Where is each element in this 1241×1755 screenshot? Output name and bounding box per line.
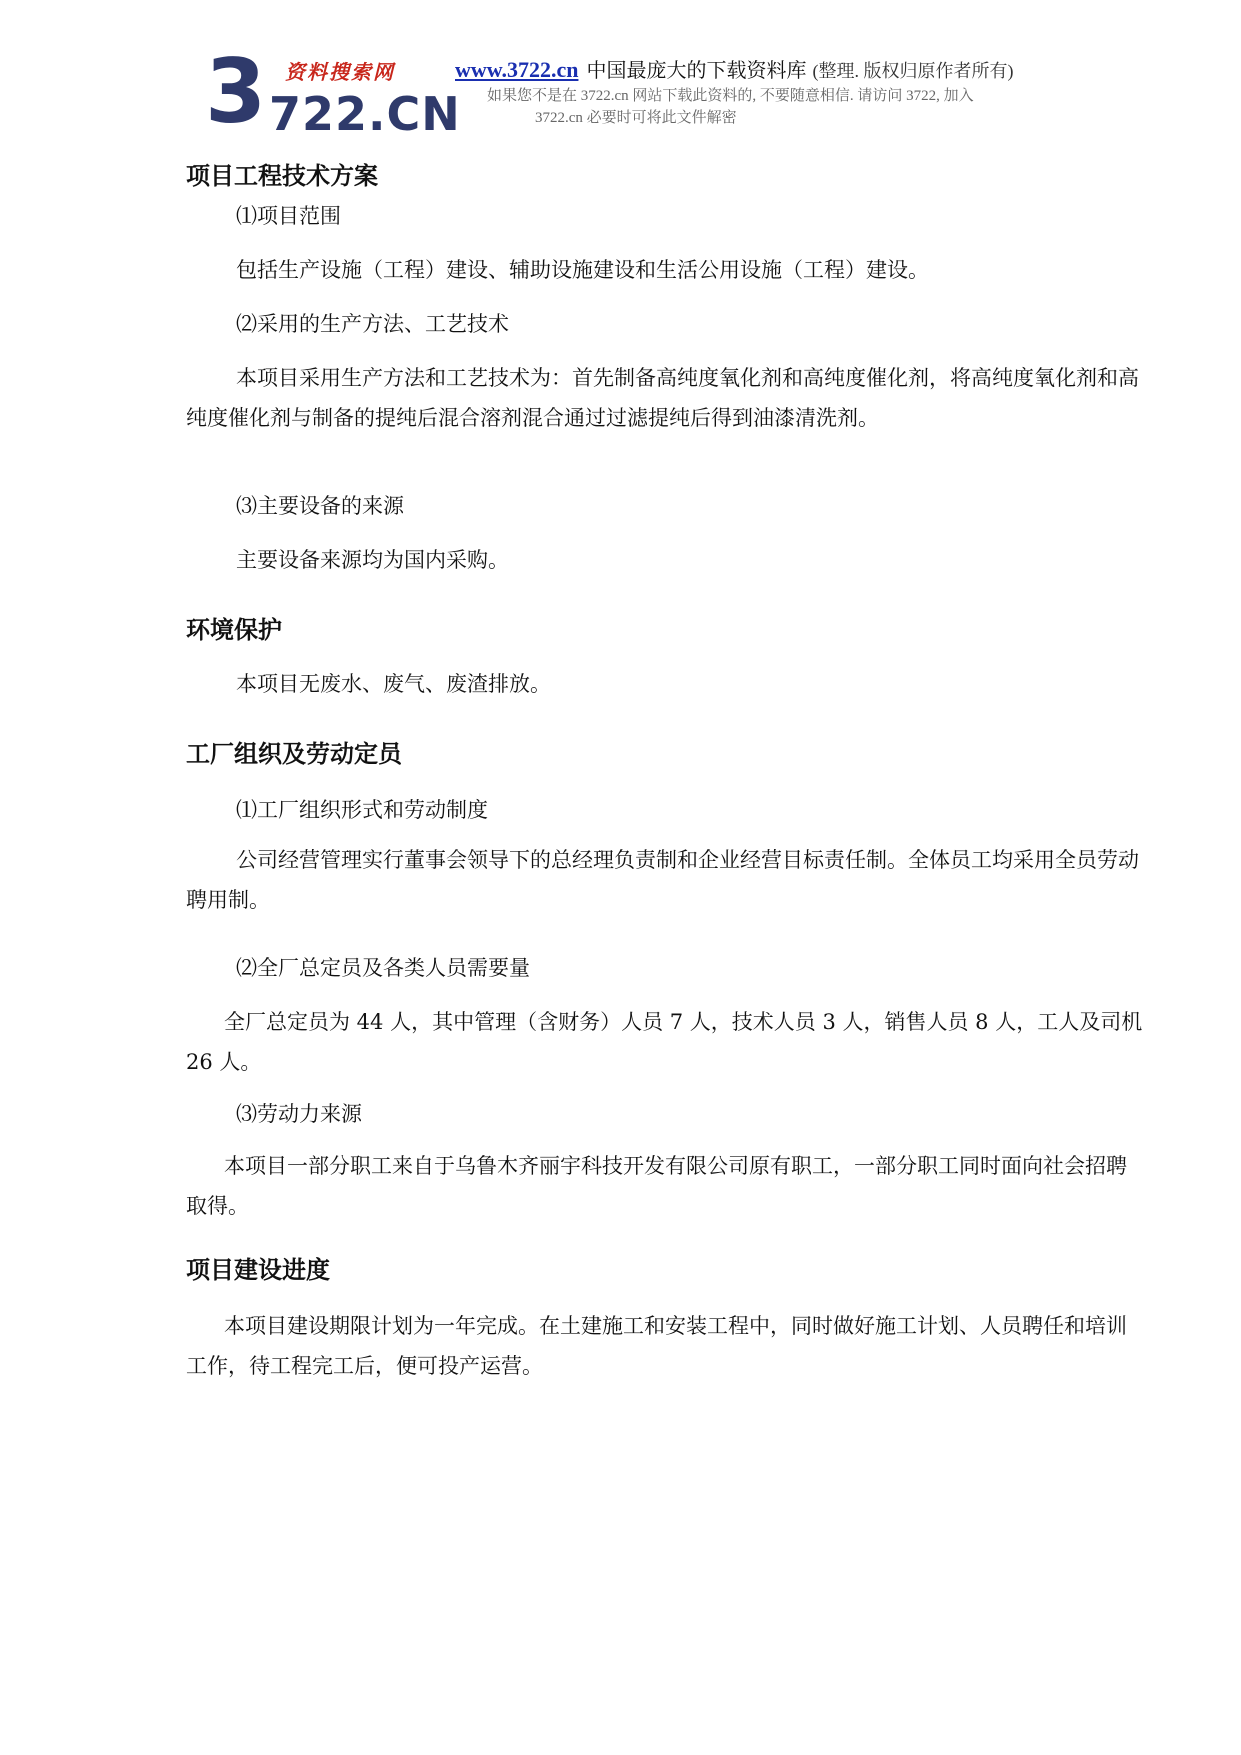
paragraph: 公司经营管理实行董事会领导下的总经理负责制和企业经营目标责任制。全体员工均采用全员劳动聘用制。 (186, 848, 1139, 912)
subsection-title: ⑶劳动力来源 (236, 1102, 362, 1126)
section-heading-engineering: 项目工程技术方案 (186, 162, 378, 190)
paragraph: 本项目无废水、废气、废渣排放。 (236, 672, 551, 696)
logo-domain: 722.CN (269, 87, 461, 141)
subsection-title: ⑶主要设备的来源 (236, 494, 404, 518)
site-logo (205, 40, 461, 143)
page-header (205, 40, 1165, 143)
paragraph: 本项目一部分职工来自于乌鲁木齐丽宇科技开发有限公司原有职工，一部分职工同时面向社会招聘取得。 (186, 1154, 1127, 1218)
logo-number: 3 (205, 40, 267, 143)
subsection-title: ⑵全厂总定员及各类人员需要量 (236, 956, 530, 980)
paragraph: 全厂总定员为 44 人，其中管理（含财务）人员 7 人，技术人员 3 人，销售人员 8 人，工人及司机 26 人。 (186, 1010, 1143, 1074)
site-link[interactable]: www.3722.cn (455, 57, 579, 82)
copyright-note: (整理. 版权归原作者所有) (812, 61, 1014, 81)
paragraph: 主要设备来源均为国内采购。 (236, 548, 509, 572)
subsection-title: ⑴工厂组织形式和劳动制度 (236, 798, 488, 822)
section-heading-staffing: 工厂组织及劳动定员 (186, 740, 402, 768)
section-heading-environment: 环境保护 (186, 616, 282, 644)
header-banner (455, 54, 1013, 83)
subsection-title: ⑴项目范围 (236, 204, 341, 228)
logo-slogan: 资料搜索网 (285, 60, 395, 84)
notice-line-1: 如果您不是在 3722.cn 网站下载此资料的, 不要随意相信. 请访问 3722, 加入 (487, 88, 974, 104)
header-title: 中国最庞大的下载资料库 (586, 58, 807, 82)
notice-line-2: 3722.cn 必要时可将此文件解密 (535, 110, 737, 126)
paragraph: 本项目建设期限计划为一年完成。在土建施工和安装工程中，同时做好施工计划、人员聘任和培训工作，待工程完工后，便可投产运营。 (186, 1314, 1127, 1378)
subsection-title: ⑵采用的生产方法、工艺技术 (236, 312, 509, 336)
section-heading-schedule: 项目建设进度 (186, 1256, 330, 1284)
paragraph: 包括生产设施（工程）建设、辅助设施建设和生活公用设施（工程）建设。 (236, 258, 929, 282)
paragraph: 本项目采用生产方法和工艺技术为：首先制备高纯度氧化剂和高纯度催化剂，将高纯度氧化剂和高纯度催化剂与制备的提纯后混合溶剂混合通过过滤提纯后得到油漆清洗剂。 (186, 366, 1139, 430)
